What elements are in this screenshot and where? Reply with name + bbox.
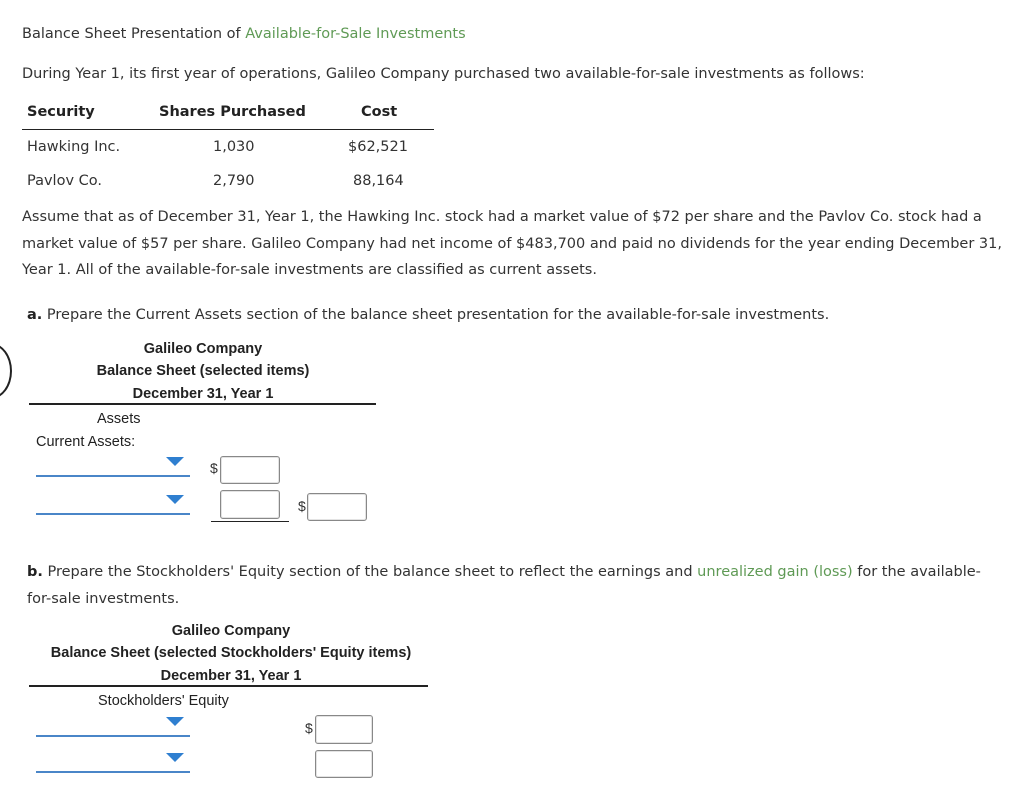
dollar-sign: $ [210,460,218,476]
statement-date: December 31, Year 1 [132,386,274,402]
subtotal-rule [211,521,289,522]
section-current-assets: Current Assets: [36,434,136,450]
amount-input[interactable] [315,750,373,778]
statement-title: Balance Sheet (selected items) [96,363,310,379]
part-a-label: a. [27,307,43,323]
section-stockholders-equity: Stockholders' Equity [98,693,229,709]
table-cell-shares: 1,030 [213,139,255,155]
col-header-cost: Cost [361,104,398,120]
account-dropdown[interactable] [36,747,190,773]
amount-input[interactable] [220,456,280,484]
total-amount-input[interactable] [307,493,367,521]
intro-text: During Year 1, its first year of operations, Galileo Company purchased two available-for-sale investments as follows: [22,66,865,82]
table-cell-cost: 88,164 [353,173,404,189]
part-a-instruction: a. Prepare the Current Assets section of the balance sheet presentation for the available-for-sale investments. [27,307,830,323]
col-header-security: Security [27,104,95,120]
table-cell-security: Hawking Inc. [27,139,121,155]
col-header-shares: Shares Purchased [159,104,306,120]
header-rule [29,685,428,687]
amount-input[interactable] [315,715,373,744]
side-circle-icon [0,343,12,399]
chevron-down-icon [166,753,184,762]
account-dropdown[interactable] [36,451,190,477]
table-cell-security: Pavlov Co. [27,173,102,189]
header-rule [29,403,376,405]
account-dropdown[interactable] [36,711,190,737]
unrealized-gain-loss-link[interactable]: unrealized gain (loss) [697,564,853,580]
table-cell-shares: 2,790 [213,173,255,189]
account-dropdown[interactable] [36,489,190,515]
table-header-rule [22,129,434,130]
chevron-down-icon [166,457,184,466]
chevron-down-icon [166,495,184,504]
available-for-sale-link[interactable]: Available-for-Sale Investments [245,26,466,42]
page-title: Balance Sheet Presentation of Available-for-Sale Investments [22,26,466,42]
dollar-sign: $ [305,720,313,736]
table-cell-cost: $62,521 [348,139,408,155]
company-name: Galileo Company [143,341,263,357]
section-assets: Assets [97,411,141,427]
dollar-sign: $ [298,498,306,514]
assumption-text: Assume that as of December 31, Year 1, the Hawking Inc. stock had a market value of $72 per share and the Pavlov Co. stock had a market value of $57 per share. Galileo Company had net income of $483,700 and paid no dividends for the year ending December 31, Year 1. All of the available-for-sale investments are classified as current assets. [22,209,1002,278]
statement-title: Balance Sheet (selected Stockholders' Equity items) [50,645,412,661]
part-b-instruction: b. Prepare the Stockholders' Equity section of the balance sheet to reflect the earnings and unrealized gain (loss) for the available-for-sale investments. [27,564,981,607]
statement-date: December 31, Year 1 [160,668,302,684]
chevron-down-icon [166,717,184,726]
part-b-label: b. [27,564,43,580]
company-name: Galileo Company [171,623,291,639]
amount-input[interactable] [220,490,280,519]
